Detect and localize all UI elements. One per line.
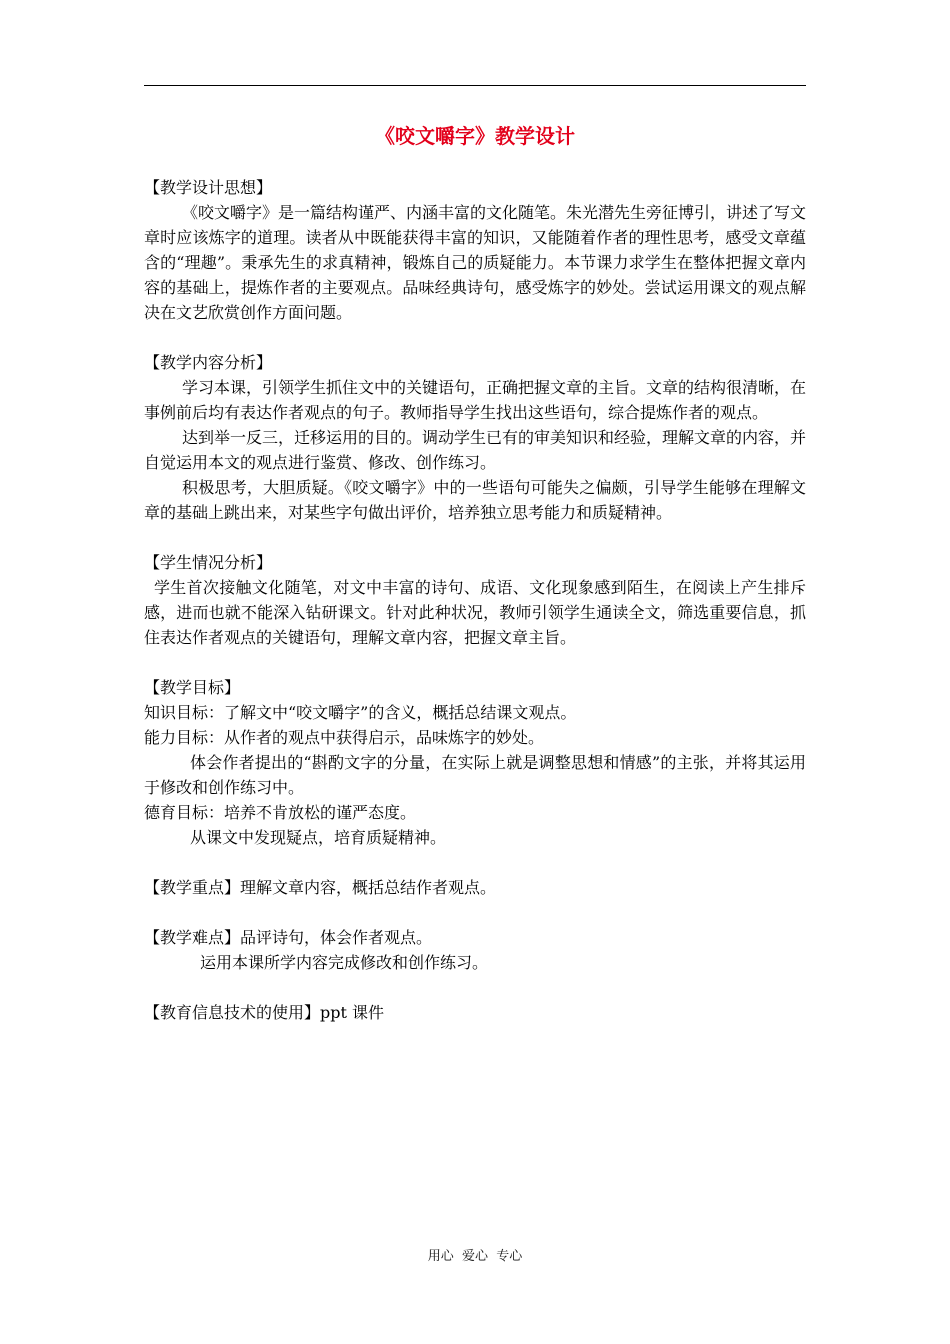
section-heading-design-idea: 【教学设计思想】 <box>144 178 273 197</box>
section-gap <box>144 975 806 1000</box>
section-heading-objectives: 【教学目标】 <box>144 678 241 697</box>
difficulties-text: 品评诗句，体会作者观点。 <box>240 928 433 947</box>
document-title: 《咬文嚼字》教学设计 <box>375 124 575 148</box>
header-rule <box>144 85 806 86</box>
key-points-line <box>144 875 806 900</box>
section-heading-key-points: 【教学重点】 <box>144 878 241 897</box>
objective-ability-detail: 体会作者提出的“斟酌文字的分量，在实际上就是调整思想和情感”的主张，并将其运用于修改和创作练习中。 <box>144 753 806 797</box>
student-analysis-paragraph: 学生首次接触文化随笔，对文中丰富的诗句、成语、文化现象感到陌生，在阅读上产生排斥感，进而也就不能深入钻研课文。针对此种状况，教师引领学生通读全文，筛选重要信息，抓住表达作者观点的关键语句，理解文章内容，把握文章主旨。 <box>144 578 806 647</box>
design-idea-paragraph: 《咬文嚼字》是一篇结构谨严、内涵丰富的文化随笔。朱光潜先生旁征博引，讲述了写文章时应该炼字的道理。读者从中既能获得丰富的知识，又能随着作者的理性思考，感受文章蕴含的“理趣”。秉承先生的求真精神，锻炼自己的质疑能力。本节课力求学生在整体把握文章内容的基础上，提炼作者的主要观点。品味经典诗句，感受炼字的妙处。尝试运用课文的观点解决在文艺欣赏创作方面问题。 <box>144 203 807 322</box>
tech-line <box>144 1000 806 1025</box>
tech-text: ppt 课件 <box>320 1003 385 1022</box>
objective-knowledge: 知识目标：了解文中“咬文嚼字”的含义，概括总结课文观点。 <box>144 703 577 722</box>
content-analysis-paragraph-1: 学习本课，引领学生抓住文中的关键语句，正确把握文章的主旨。文章的结构很清晰，在事例前后均有表达作者观点的句子。教师指导学生找出这些语句，综合提炼作者的观点。 <box>144 378 807 422</box>
section-heading-content-analysis: 【教学内容分析】 <box>144 353 273 372</box>
objective-moral: 德育目标：培养不肯放松的谨严态度。 <box>144 803 417 822</box>
page-footer: 用心 爱心 专心 <box>427 1249 523 1264</box>
section-gap <box>144 525 806 550</box>
content-analysis-paragraph-2: 达到举一反三，迁移运用的目的。调动学生已有的审美知识和经验，理解文章的内容，并自觉运用本文的观点进行鉴赏、修改、创作练习。 <box>144 428 807 472</box>
section-gap <box>144 850 806 875</box>
content-analysis-paragraph-3: 积极思考，大胆质疑。《咬文嚼字》中的一些语句可能失之偏颇，引导学生能够在理解文章的基础上跳出来，对某些字句做出评价，培养独立思考能力和质疑精神。 <box>144 478 806 522</box>
section-gap <box>144 325 806 350</box>
section-heading-difficulties: 【教学难点】 <box>144 928 241 947</box>
key-points-text: 理解文章内容，概括总结作者观点。 <box>240 878 497 897</box>
objective-ability: 能力目标：从作者的观点中获得启示，品味炼字的妙处。 <box>144 728 545 747</box>
section-heading-tech: 【教育信息技术的使用】 <box>144 1003 321 1022</box>
document-body <box>144 175 806 1025</box>
section-gap <box>144 900 806 925</box>
difficulties-line <box>144 925 806 950</box>
objective-moral-detail: 从课文中发现疑点，培育质疑精神。 <box>190 828 447 847</box>
difficulties-detail: 运用本课所学内容完成修改和创作练习。 <box>200 953 489 972</box>
section-gap <box>144 650 806 675</box>
section-heading-student-analysis: 【学生情况分析】 <box>144 553 273 572</box>
